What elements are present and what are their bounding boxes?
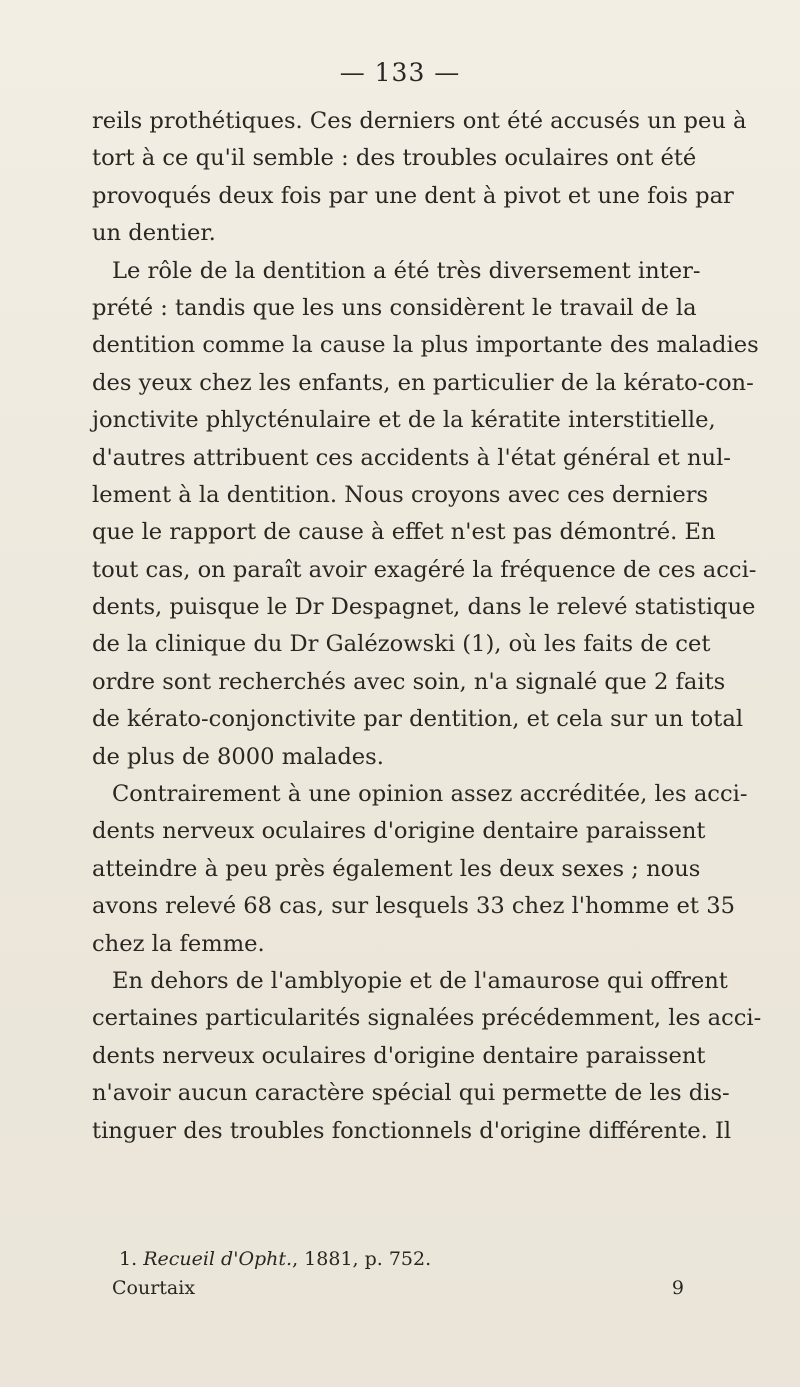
text-line: tort à ce qu'il semble : des troubles oculaires ont été (92, 145, 697, 172)
text-line: dents, puisque le Dr Despagnet, dans le relevé statistique (92, 594, 756, 621)
body-text (92, 103, 762, 1150)
text-line: provoqués deux fois par une dent à pivot et une fois par (92, 182, 734, 209)
text-line: n'avoir aucun caractère spécial qui permette de les dis- (92, 1080, 730, 1107)
text-line: dentition comme la cause la plus importante des maladies (92, 332, 759, 359)
text-line: des yeux chez les enfants, en particulier de la kérato-con- (92, 369, 754, 396)
text-line: de la clinique du Dr Galézowski (1), où les faits de cet (92, 631, 711, 658)
text-line: prété : tandis que les uns considèrent le travail de la (92, 294, 697, 321)
signature-mark: 9 (671, 1277, 684, 1299)
author-name: Courtaix (112, 1277, 196, 1299)
text-line: chez la femme. (92, 930, 265, 957)
text-line: d'autres attribuent ces accidents à l'état général et nul- (92, 444, 731, 471)
text-line: dents nerveux oculaires d'origine dentaire paraissent (92, 818, 706, 845)
text-line: reils prothétiques. Ces derniers ont été accusés un peu à (92, 108, 747, 134)
footnote-journal: Recueil d'Opht. (143, 1248, 293, 1270)
text-line: lement à la dentition. Nous croyons avec ces derniers (92, 481, 709, 508)
text-line: En dehors de l'amblyopie et de l'amaurose qui offrent (112, 967, 728, 994)
text-line: un dentier. (92, 220, 216, 247)
page-number: — 133 — (339, 58, 461, 87)
text-line: avons relevé 68 cas, sur lesquels 33 chez l'homme et 35 (92, 893, 735, 920)
text-line: Le rôle de la dentition a été très diversement inter- (112, 257, 701, 284)
text-line: certaines particularités signalées précédemment, les acci- (92, 1005, 762, 1032)
text-line: jonctivite phlycténulaire et de la kératite interstitielle, (92, 407, 716, 434)
text-line: tinguer des troubles fonctionnels d'origine différente. Il (92, 1117, 732, 1144)
footnote-number: 1. (119, 1248, 138, 1270)
text-line: atteindre à peu près également les deux sexes ; nous (92, 855, 701, 882)
text-line: ordre sont recherchés avec soin, n'a signalé que 2 faits (92, 668, 726, 695)
text-line: de kérato-conjonctivite par dentition, et cela sur un total (92, 706, 744, 733)
text-line: que le rapport de cause à effet n'est pas démontré. En (92, 519, 716, 546)
text-line: dents nerveux oculaires d'origine dentaire paraissent (92, 1042, 706, 1069)
text-line: Contrairement à une opinion assez accréditée, les acci- (112, 781, 748, 808)
footnote (119, 1244, 431, 1274)
text-line: de plus de 8000 malades. (92, 743, 384, 770)
text-line: tout cas, on paraît avoir exagéré la fréquence de ces acci- (92, 556, 757, 583)
footnote-reference: , 1881, p. 752. (292, 1248, 432, 1270)
